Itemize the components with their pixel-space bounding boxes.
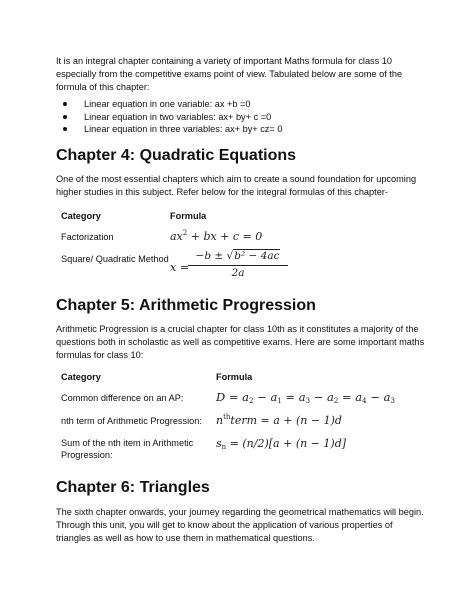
list-item-text: Linear equation in one variable: ax +b =0 bbox=[84, 99, 251, 109]
ap-nth-term-label: nth term of Arithmetic Progression: bbox=[61, 416, 202, 426]
bullet-icon bbox=[63, 102, 67, 106]
ap-sum-formula: $s_n = (n/2)[a + (n - 1)d]$ bbox=[216, 437, 347, 451]
ap-sum-label bbox=[61, 437, 193, 461]
chapter4-category-header: Category bbox=[61, 211, 101, 221]
linear-equation-list bbox=[56, 98, 282, 136]
ap-common-difference-formula: $D = a_2 - a_1 = a_3 - a_2 = a_4 - a_3$ bbox=[216, 390, 395, 405]
list-item-text: Linear equation in two variables: ax+ by+ c =0 bbox=[84, 111, 272, 122]
chapter6-paragraph: The sixth chapter onwards, your journey regarding the geometrical mathematics will begin. Through this unit, you will get to know about the application of various properties of triangles as well as how to use them in mathematical questions. bbox=[56, 507, 424, 543]
chapter4-paragraph: One of the most essential chapters which aim to create a sound foundation for upcoming higher studies in this subject. Refer below for the integral formulas of this chapter- bbox=[56, 174, 417, 197]
quadratic-formula-fraction bbox=[188, 250, 288, 282]
list-item bbox=[56, 111, 282, 124]
chapter5-category-header: Category bbox=[61, 372, 101, 382]
chapter5-heading: Chapter 5: Arithmetic Progression bbox=[56, 297, 316, 314]
quadratic-formula-denominator: 2a bbox=[231, 267, 245, 279]
chapter5-paragraph: Arithmetic Progression is a crucial chapter for class 10th as it constitutes a majority of the questions both in scholastic as well as competitive exams. Here are some important maths formulas for class 10: bbox=[56, 324, 425, 360]
bullet-icon bbox=[63, 115, 67, 119]
quadratic-formula-lhs: x = bbox=[170, 261, 189, 274]
quadratic-general-formula: $ax^2$ + bx + c = 0 bbox=[170, 229, 263, 243]
chapter6-heading: Chapter 6: Triangles bbox=[56, 479, 210, 496]
chapter4-formula-header: Formula bbox=[170, 211, 207, 221]
ap-sum-label-line1: Sum of the nth item in Arithmetic bbox=[61, 438, 194, 448]
ap-sum-label-line2: Progression: bbox=[61, 450, 113, 460]
list-item bbox=[56, 98, 282, 111]
intro-paragraph: It is an integral chapter containing a variety of important Maths formula for class 10 especially from the competitive exams point of view. Tabulated below are some of the formula of this chapter: bbox=[56, 56, 403, 92]
ap-nth-term-formula: $n^{th}term = a + (n - 1)d$ bbox=[216, 413, 342, 427]
chapter4-row-factorization-label: Factorization bbox=[61, 232, 114, 242]
chapter4-row-quadratic-label: Square/ Quadratic Method bbox=[61, 254, 169, 264]
list-item bbox=[56, 123, 282, 136]
chapter5-formula-header: Formula bbox=[216, 372, 253, 382]
chapter4-heading: Chapter 4: Quadratic Equations bbox=[56, 147, 297, 164]
fraction-bar bbox=[188, 265, 288, 266]
list-item-text: Linear equation in three variables: ax+ by+ cz= 0 bbox=[84, 124, 283, 134]
ap-common-difference-label: Common difference on an AP: bbox=[61, 393, 184, 403]
bullet-icon bbox=[63, 127, 67, 131]
quadratic-formula-numerator: −b ± √b² − 4ac bbox=[195, 250, 280, 262]
